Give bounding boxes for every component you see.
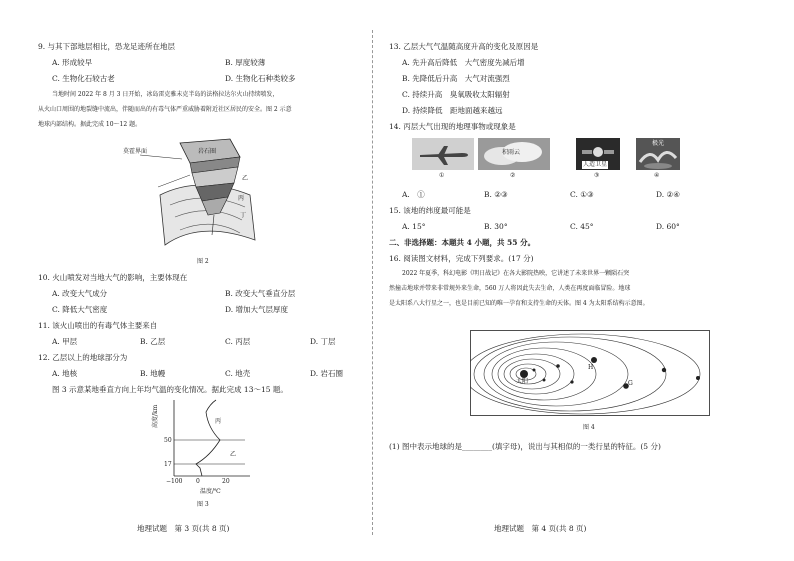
q12-option-a[interactable]: A. 地核 (52, 369, 78, 378)
q15-option-b[interactable]: B. 30° (484, 222, 508, 231)
fig2-label-yi: 乙 (242, 175, 249, 182)
q11-option-c[interactable]: C. 丙层 (225, 337, 251, 346)
q14-pic3-caption: ③ (594, 172, 600, 179)
q14-option-d[interactable]: D. ②④ (656, 190, 680, 199)
question-14-stem: 14. 丙层大气出现的地理事物或现象是 (389, 122, 516, 131)
q14-pic2-label: 积雨云 (502, 149, 521, 156)
q10-option-d[interactable]: D. 增加大气层厚度 (225, 305, 289, 314)
satellite-icon (593, 147, 603, 157)
fig3-ylabel: 高度/km (152, 404, 159, 428)
page-divider (372, 30, 374, 535)
fig3-xtick-20: 20 (222, 478, 230, 485)
q10-option-a[interactable]: A. 改变大气成分 (52, 289, 108, 298)
question-10-stem: 10. 火山喷发对当地大气的影响，主要体现在 (38, 273, 188, 282)
fig3-xtick-minus100: −100 (166, 478, 183, 485)
q14-option-a[interactable]: A. ① (402, 190, 425, 199)
q13-option-b[interactable]: B. 先降低后升高 大气对流强烈 (402, 74, 510, 83)
section-2-heading: 二、非选择题：本题共 4 小题，共 55 分。 (389, 238, 536, 247)
fig3-xlabel: 温度/℃ (200, 488, 221, 495)
q15-option-d[interactable]: D. 60° (656, 222, 680, 231)
q16-passage-line-2: 然撞击地球并带来非常规外来生命，560 万人将因此失去生命，人类在再度面临冒险。地球 (389, 285, 631, 292)
q14-pic4-label: 极光 (652, 140, 665, 147)
right-page-footer: 地理试题 第 4 页(共 8 页) (494, 524, 587, 533)
fig2-label-bing: 丙 (238, 195, 245, 202)
q11-option-a[interactable]: A. 甲层 (52, 337, 78, 346)
question-9-stem: 9. 与其下部地层相比，恐龙足迹所在地层 (38, 42, 176, 51)
fig3-temperature-curve (196, 400, 220, 476)
sun-icon (520, 370, 528, 378)
figure-2-caption: 图 2 (197, 258, 209, 265)
q9-option-b[interactable]: B. 厚度较薄 (225, 58, 266, 67)
figure-4-caption: 图 4 (583, 424, 595, 431)
q9-option-a[interactable]: A. 形成较早 (52, 58, 93, 67)
figure-3-caption: 图 3 (197, 501, 209, 508)
question-11-stem: 11. 该火山喷出的有毒气体主要来自 (38, 321, 158, 330)
question-13-stem: 13. 乙层大气气温随高度升高的变化及原因是 (389, 42, 539, 51)
fig2-label-ding: 丁 (240, 212, 247, 219)
q11-option-d[interactable]: D. 丁层 (310, 337, 336, 346)
q14-pic-airplane (412, 138, 474, 170)
q14-pic3-label: 人造卫星 (583, 161, 608, 168)
question-12-stem: 12. 乙层以上的地球部分为 (38, 353, 128, 362)
fig3-ytick-17: 17 (164, 461, 172, 468)
q10-option-c[interactable]: C. 降低大气密度 (52, 305, 108, 314)
fig4-sun-label: 太阳 (516, 378, 529, 385)
q12-option-b[interactable]: B. 地幔 (140, 369, 166, 378)
figure-4-solar-system (470, 330, 710, 416)
left-page-footer: 地理试题 第 3 页(共 8 页) (137, 524, 230, 533)
passage-1-line-2: 从火山口周围的地裂缝中流出，伴随而出的有毒气体严重威胁着附近社区居民的安全。图 2 示意 (38, 106, 292, 113)
q14-option-b[interactable]: B. ②③ (484, 190, 508, 199)
fig3-label-yi: 乙 (230, 451, 237, 458)
q15-option-c[interactable]: C. 45° (570, 222, 594, 231)
q12-option-d[interactable]: D. 岩石圈 (310, 369, 344, 378)
q10-option-b[interactable]: B. 改变大气垂直分层 (225, 289, 296, 298)
q13-option-a[interactable]: A. 先升高后降低 大气密度先减后增 (402, 58, 525, 67)
q14-pic1-caption: ① (439, 172, 445, 179)
q14-option-c[interactable]: C. ①③ (570, 190, 594, 199)
fig4-label-h: H (588, 364, 594, 371)
q9-option-d[interactable]: D. 生物化石种类较多 (225, 74, 296, 83)
q16-passage-line-1: 2022 年夏季，科幻电影《明日战记》在各大影院热映，它讲述了未来世界一颗陨石突 (402, 270, 630, 277)
q13-option-d[interactable]: D. 持续降低 距地面越来越远 (402, 106, 503, 115)
passage-1-line-3: 地球内部结构。据此完成 10～12 题。 (38, 121, 142, 128)
question-16-stem: 16. 阅读图文材料，完成下列要求。(17 分) (389, 254, 534, 263)
question-15-stem: 15. 该地的纬度最可能是 (389, 206, 471, 215)
q12-option-c[interactable]: C. 地壳 (225, 369, 251, 378)
fig3-label-bing: 丙 (215, 418, 222, 425)
fig2-label-moho: 莫霍界面 (123, 148, 148, 155)
fig4-label-g: G (628, 380, 633, 387)
q13-option-c[interactable]: C. 持续升高 臭氧吸收太阳辐射 (402, 90, 510, 99)
q11-option-b[interactable]: B. 乙层 (140, 337, 166, 346)
q15-option-a[interactable]: A. 15° (402, 222, 426, 231)
passage-1-line-1: 当地时间 2022 年 8 月 3 日开始，冰岛雷克雅未克半岛的法格拉达尔火山持续喷发， (52, 91, 279, 98)
fig2-label-lithosphere: 岩石圈 (198, 148, 217, 155)
q14-pic4-caption: ④ (654, 172, 660, 179)
passage-2: 图 3 示意某地垂直方向上年均气温的变化情况。据此完成 13～15 题。 (52, 385, 288, 394)
q16-passage-line-3: 是太阳系八大行星之一，也是目前已知的唯一孕育和支持生命的天体。图 4 为太阳系结构示意图。 (389, 300, 649, 307)
q9-option-c[interactable]: C. 生物化石较古老 (52, 74, 115, 83)
q16-subquestion-1: (1) 图中表示地球的是________(填字母)，说出与其相似的一类行星的特征。(5 分) (389, 442, 661, 451)
fig3-ytick-50: 50 (164, 437, 172, 444)
fig3-xtick-0: 0 (196, 478, 200, 485)
q14-pic2-caption: ② (510, 172, 516, 179)
